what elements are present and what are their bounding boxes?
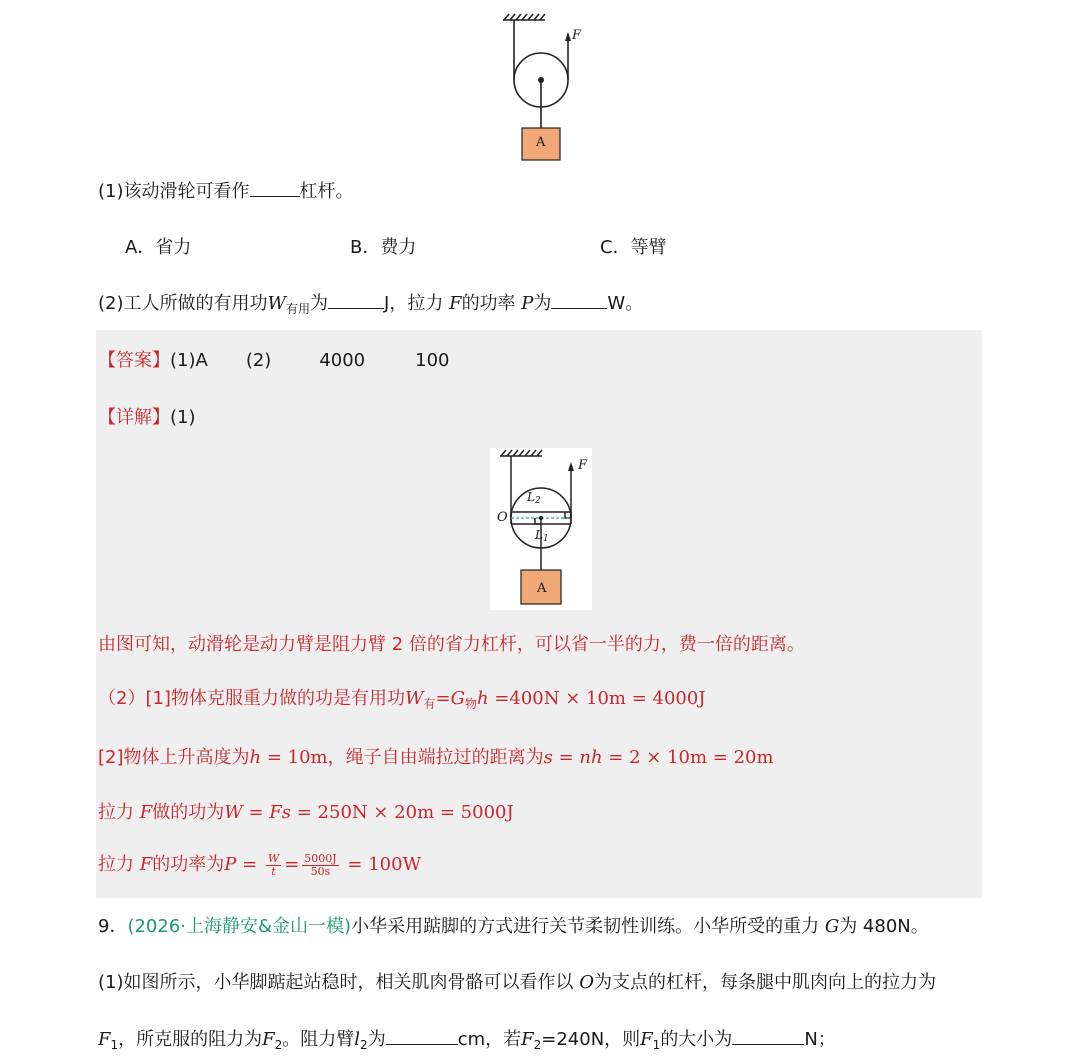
q2-text-6: W。 xyxy=(607,293,644,314)
q91-f2-sub: 2 xyxy=(274,1038,283,1052)
answer-2: (2) xyxy=(245,350,272,371)
q91-f1: F xyxy=(98,1029,111,1050)
l1-label xyxy=(535,528,549,544)
q9-number: 9． xyxy=(98,916,128,937)
question-1 xyxy=(98,178,354,205)
detail-part: (1) xyxy=(170,407,196,428)
expl2-w-sub: 有 xyxy=(423,697,436,711)
answer-tag: 【答案】 xyxy=(98,350,170,371)
answer-line xyxy=(98,348,449,374)
q9-text-a: 小华采用踮脚的方式进行关节柔韧性训练。小华所受的重力 xyxy=(351,916,825,937)
detail-tag: 【详解】 xyxy=(98,407,170,428)
expl2-w: W xyxy=(404,688,424,709)
question-9-1-line-1 xyxy=(98,970,936,996)
q1-prompt: (1)该动滑轮可看作 xyxy=(98,181,250,202)
explanation-line-2 xyxy=(98,686,706,717)
q9-source: (2026·上海静安&金山一模) xyxy=(127,916,352,937)
q91-blank-2[interactable] xyxy=(732,1026,804,1045)
detail-line xyxy=(98,405,196,431)
expl4-fs: Fs xyxy=(269,802,292,823)
frac2-num: 5000J xyxy=(304,851,337,865)
q91-l2-sub: 2 xyxy=(360,1038,368,1052)
q91-text-h: 的大小为 xyxy=(660,1029,733,1050)
q2-p: P xyxy=(521,293,534,314)
q91-blank-1[interactable] xyxy=(386,1026,458,1045)
q2-text-5: 为 xyxy=(533,293,552,314)
q91-f1-sub: 1 xyxy=(110,1038,119,1052)
expl4-b: = xyxy=(242,802,270,823)
answer-3: 4000 xyxy=(319,350,366,371)
frac1-den: t xyxy=(271,864,276,878)
q2-blank-1[interactable] xyxy=(328,290,384,309)
l1-letter: L xyxy=(535,528,543,542)
q91-text-a: (1)如图所示，小华脚踮起站稳时，相关肌肉骨骼可以看作以 xyxy=(98,972,580,993)
expl2-text: （2）[1]物体克服重力做的功是有用功 xyxy=(98,688,405,709)
option-a[interactable]: A．省力 xyxy=(125,237,192,258)
q9-g: G xyxy=(824,916,840,937)
force-label: F xyxy=(572,28,582,43)
expl5-p: P xyxy=(224,854,237,875)
explanation-line-3 xyxy=(98,745,774,771)
frac2-den: 50s xyxy=(310,864,331,878)
question-9-1-line-2 xyxy=(98,1026,836,1058)
q91-o: O xyxy=(579,972,594,993)
fraction-values xyxy=(302,853,338,878)
answer-4: 100 xyxy=(415,350,450,371)
expl2-g: G xyxy=(450,688,465,709)
q91-text-c: ，所克服的阻力为 xyxy=(118,1029,263,1050)
explanation-line-1: 由图可知，动滑轮是动力臂是阻力臂 2 倍的省力杠杆，可以省一半的力，费一倍的距离。 xyxy=(98,634,805,655)
q1-blank[interactable] xyxy=(250,178,300,197)
expl4-f: F xyxy=(139,802,153,823)
l2-letter: L xyxy=(527,490,535,504)
q2-w: W xyxy=(267,293,287,314)
q2-w-sub: 有用 xyxy=(286,302,311,316)
expl4-c: = 250N × 20m = 5000J xyxy=(291,802,514,823)
l2-sub: 2 xyxy=(534,496,541,506)
q1-suffix: 杠杆。 xyxy=(299,181,354,202)
l1-sub: 1 xyxy=(542,534,549,544)
expl3-h: h xyxy=(249,747,262,768)
expl5-c: = 100W xyxy=(341,854,422,875)
expl3-c: = 2 × 10m = 20m xyxy=(602,747,774,768)
question-2 xyxy=(98,290,643,322)
expl2-rest: =400N × 10m = 4000J xyxy=(488,688,706,709)
expl2-g-sub: 物 xyxy=(464,697,477,711)
explanation-line-5: 拉力 F的功率为P = $\frac{W}{t}$ = $\frac{5000J}{50s}$ = 100W xyxy=(98,851,422,878)
q2-blank-2[interactable] xyxy=(551,290,607,309)
q91-f1b: F xyxy=(640,1029,653,1050)
expl3-text: [2]物体上升高度为 xyxy=(98,747,250,768)
q2-text: (2)工人所做的有用功 xyxy=(98,293,268,314)
q91-f1b-sub: 1 xyxy=(652,1038,661,1052)
expl4-text: 拉力 xyxy=(98,802,140,823)
expl3-s: s xyxy=(543,747,553,768)
q91-f2: F xyxy=(262,1029,275,1050)
force-label-2: F xyxy=(578,458,588,473)
expl5-b: = xyxy=(236,854,263,875)
expl2-h: h xyxy=(476,688,489,709)
expl5-a: 的功率为 xyxy=(152,854,225,875)
q2-text-4: 的功率 xyxy=(461,293,522,314)
q91-text-b: 为支点的杠杆，每条腿中肌肉向上的拉力为 xyxy=(593,972,936,993)
q2-f: F xyxy=(449,293,462,314)
q91-text-f: cm，若 xyxy=(457,1029,522,1050)
question-9 xyxy=(98,914,929,940)
answer-1: (1)A xyxy=(170,350,208,371)
l2-label xyxy=(527,490,541,506)
block-label: A xyxy=(536,135,546,150)
q91-l2: l xyxy=(354,1029,361,1050)
q2-text-3: J，拉力 xyxy=(384,293,450,314)
expl3-n: nh xyxy=(579,747,603,768)
q91-text-g: =240N，则 xyxy=(541,1029,641,1050)
q91-text-i: N； xyxy=(804,1029,836,1050)
expl5-f: F xyxy=(139,854,153,875)
expl2-eq: = xyxy=(435,688,451,709)
expl4-a: 做的功为 xyxy=(152,802,225,823)
expl5-text: 拉力 xyxy=(98,854,140,875)
expl3-a: = 10m，绳子自由端拉过的距离为 xyxy=(261,747,544,768)
fraction-w-t xyxy=(266,853,281,878)
option-b[interactable]: B．费力 xyxy=(350,237,417,258)
block-label-2: A xyxy=(537,581,547,596)
explanation-line-4 xyxy=(98,800,514,826)
expl4-w: W xyxy=(224,802,243,823)
q9-text-b: 为 480N。 xyxy=(839,916,929,937)
pivot-label: O xyxy=(497,510,508,525)
frac1-num: W xyxy=(267,851,280,865)
option-c[interactable]: C．等臂 xyxy=(600,237,667,258)
q91-text-d: 。阻力臂 xyxy=(282,1029,355,1050)
expl3-b: = xyxy=(552,747,580,768)
q2-text-2: 为 xyxy=(310,293,329,314)
q91-f2b: F xyxy=(521,1029,534,1050)
q91-text-e: 为 xyxy=(367,1029,386,1050)
q91-f2b-sub: 2 xyxy=(533,1038,542,1052)
